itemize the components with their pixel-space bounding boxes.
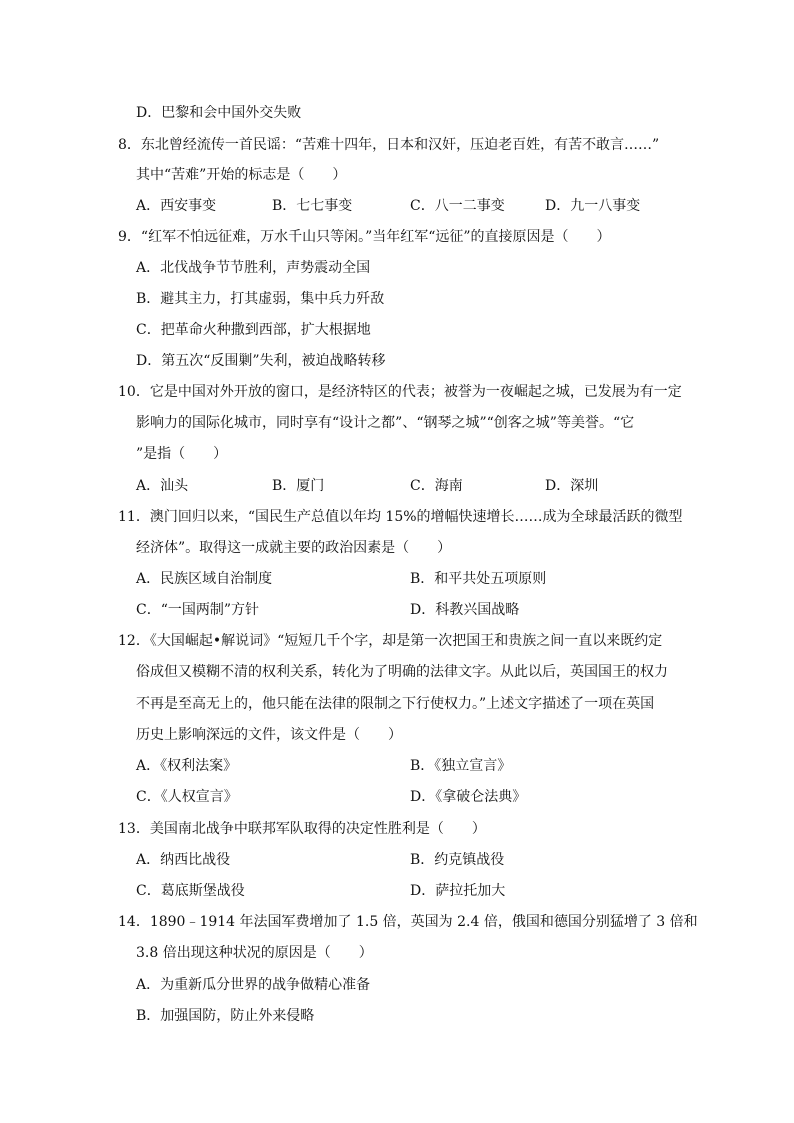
question-12-stem-line-3: 不再是至高无上的，他只能在法律的限制之下行使权力。”上述文字描述了一项在英国	[136, 696, 655, 712]
question-12-stem-line-2: 俗成但又模糊不清的权利关系，转化为了明确的法律文字。从此以后，英国国王的权力	[136, 664, 668, 680]
question-11-stem-line-2: 经济体”。取得这一成就主要的政治因素是（ ）	[136, 540, 452, 556]
question-10-stem-line-2: 影响力的国际化城市，同时享有“设计之都”、“钢琴之城”“创客之城”等美誉。“它	[136, 415, 635, 431]
question-11-stem-line-1: 11．澳门回归以来，“国民生产总值以年均 15%的增幅快速增长……成为全球最活跃的微型	[118, 509, 683, 525]
question-12-stem-line-4: 历史上影响深远的文件，该文件是（ ）	[136, 727, 402, 743]
question-14-option-a: A．为重新瓜分世界的战争做精心准备	[136, 977, 371, 993]
question-11-option-c: C．“一国两制”方针	[136, 602, 260, 618]
question-10-option-d: D．深圳	[545, 478, 599, 494]
question-13-option-d: D．萨拉托加大	[410, 883, 506, 899]
question-10-option-b: B．厦门	[272, 478, 325, 494]
question-9-option-b: B．避其主力，打其虚弱，集中兵力歼敌	[136, 291, 385, 307]
question-12-option-c: C．《人权宣言》	[136, 789, 238, 805]
question-8-stem-line-1: 8．东北曾经流传一首民谣：“苦难十四年，日本和汉奸，压迫老百姓，有苦不敢言……”	[118, 137, 660, 153]
question-13-option-a: A．纳西比战役	[136, 852, 231, 868]
question-9-stem: 9．“红军不怕远征难，万水千山只等闲。”当年红军“远征”的直接原因是（ ）	[118, 229, 611, 245]
question-10-option-a: A．汕头	[136, 478, 189, 494]
question-10-stem-line-1: 10．它是中国对外开放的窗口，是经济特区的代表；被誉为一夜崛起之城，已发展为有一定	[118, 384, 682, 400]
question-9-option-c: C．把革命火种撒到西部，扩大根据地	[136, 322, 371, 338]
question-7-option-d: D．巴黎和会中国外交失败	[136, 105, 302, 121]
question-8-option-b: B．七七事变	[272, 198, 353, 214]
question-14-stem-line-2: 3.8 倍出现这种状况的原因是（ ）	[136, 945, 373, 961]
question-12-option-a: A．《权利法案》	[136, 758, 238, 774]
question-11-option-b: B．和平共处五项原则	[410, 571, 547, 587]
question-12-stem-line-1: 12．《大国崛起•解说词》“短短几千个字，却是第一次把国王和贵族之间一直以来既约定	[118, 633, 663, 649]
question-14-stem-line-1: 14．1890﹣1914 年法国军费增加了 1.5 倍，英国为 2.4 倍，俄国和德国分别猛增了 3 倍和	[118, 914, 698, 930]
question-10-stem-line-3: ”是指（ ）	[136, 446, 228, 462]
question-8-stem-line-2: 其中“苦难”开始的标志是（ ）	[136, 167, 347, 183]
question-12-option-d: D．《拿破仑法典》	[410, 789, 527, 805]
question-11-option-d: D．科教兴国战略	[410, 602, 520, 618]
question-13-option-c: C．葛底斯堡战役	[136, 883, 245, 899]
question-9-option-d: D．第五次“反围剿”失利，被迫战略转移	[136, 353, 386, 369]
question-13-stem: 13．美国南北战争中联邦军队取得的决定性胜利是（ ）	[118, 821, 486, 837]
question-10-option-c: C．海南	[410, 478, 463, 494]
question-8-option-c: C．八一二事变	[410, 198, 505, 214]
question-14-option-b: B．加强国防，防止外来侵略	[136, 1008, 315, 1024]
question-13-option-b: B．约克镇战役	[410, 852, 505, 868]
question-9-option-a: A．北伐战争节节胜利，声势震动全国	[136, 260, 371, 276]
question-8-option-a: A．西安事变	[136, 198, 217, 214]
question-8-option-d: D．九一八事变	[545, 198, 641, 214]
question-12-option-b: B．《独立宣言》	[410, 758, 512, 774]
question-11-option-a: A．民族区域自治制度	[136, 571, 273, 587]
